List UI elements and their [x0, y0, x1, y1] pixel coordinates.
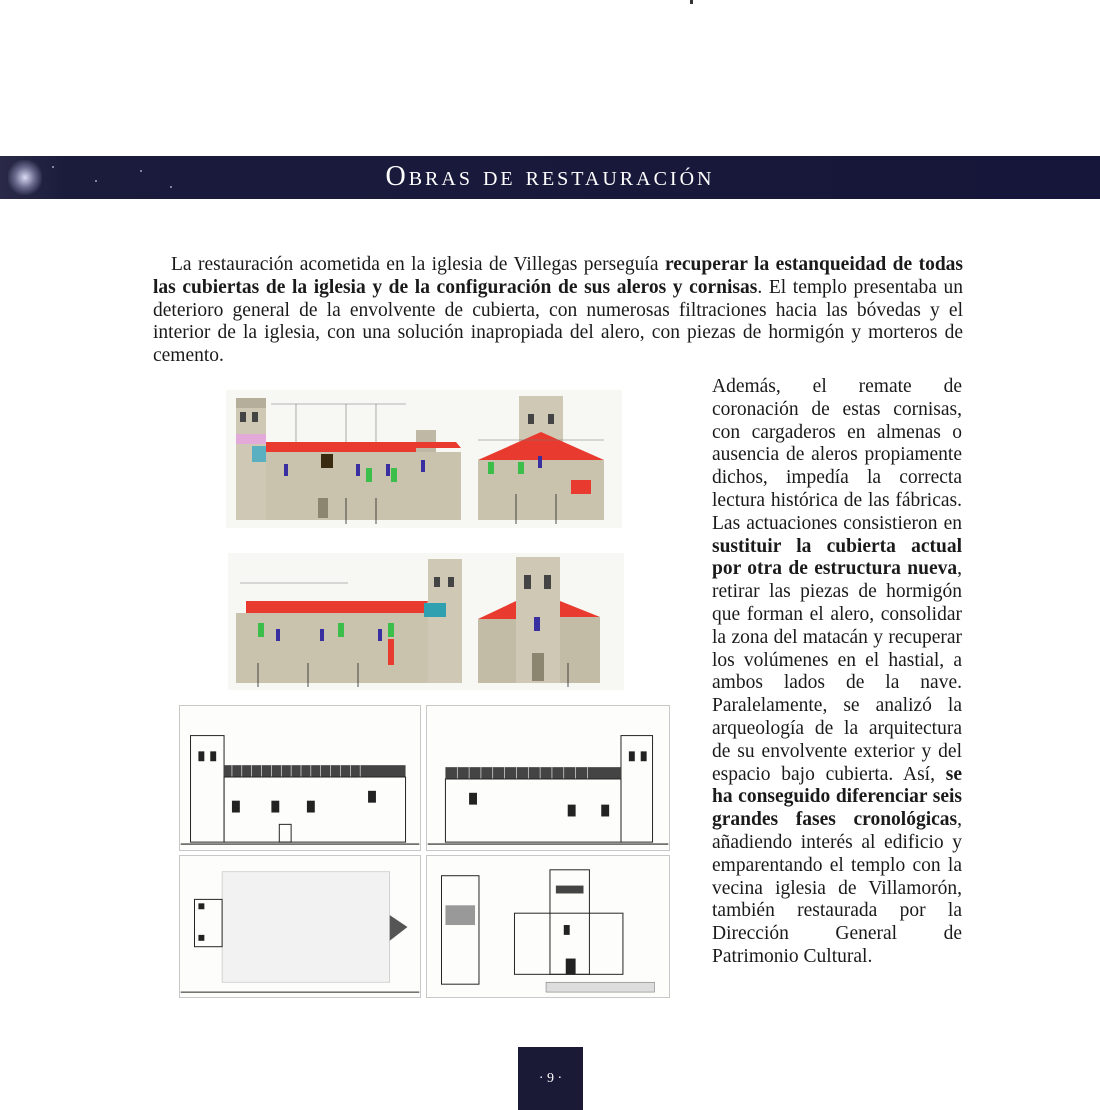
section-drawing: [426, 855, 670, 998]
side-text-2: , retirar las piezas de hormigón que forman el alero, consolidar la zona del matacán y recuperar los volúmenes en el hastial, a ambos lados de la nave. Paralelamente, se analizó la arqueología de la arquitectura de su envolvente exterior y del espacio bajo cubierta. Así,: [712, 558, 962, 785]
page-number: · 9 ·: [518, 1047, 583, 1110]
elevation-drawings-colored-lower: [228, 553, 624, 690]
section-title: Obras de restauración: [385, 161, 715, 192]
side-text-1: Además, el remate de coronación de estas cornisas, con cargaderos en almenas o ausencia de aleros propiamente dichos, impedía la correcta lectura histórica de las fábricas. Las actuaciones consistieron en: [712, 376, 962, 534]
north-elevation-drawing: [179, 705, 421, 851]
intro-text: La restauración acometida en la iglesia de Villegas perseguía: [171, 254, 665, 275]
intro-bold: recuperar la estanqueidad de todas las cubiertas de la iglesia y de la configuración de sus aleros y cornisas: [153, 254, 964, 298]
roof-plan-drawing: [179, 855, 421, 998]
south-elevation-drawing: [426, 705, 670, 851]
side-bold-1: sustituir la cubierta actual por otra de estructura nueva: [712, 535, 962, 580]
side-text-3: , añadiendo interés al edificio y emparentando el templo con la vecina iglesia de Villamorón, también restaurada por la Dirección General de Patrimonio Cultural.: [712, 809, 962, 967]
side-bold-2: se ha conseguido diferenciar seis grandes fases cronológicas: [712, 763, 962, 831]
intro-text-end: . El templo presentaba un deterioro general de la envolvente de cubierta, con numerosas filtraciones hacia las bóvedas y el interior de la iglesia, con una solución inapropiada del alero, con piezas de hormigón y morteros de cemento.: [153, 276, 964, 367]
section-title-band: [0, 156, 1100, 199]
side-paragraph: [712, 376, 962, 969]
elevation-drawings-colored-upper: [226, 390, 622, 528]
intro-paragraph: [153, 254, 963, 368]
line-drawings-grid: [179, 705, 670, 998]
scan-mark: [690, 0, 693, 4]
